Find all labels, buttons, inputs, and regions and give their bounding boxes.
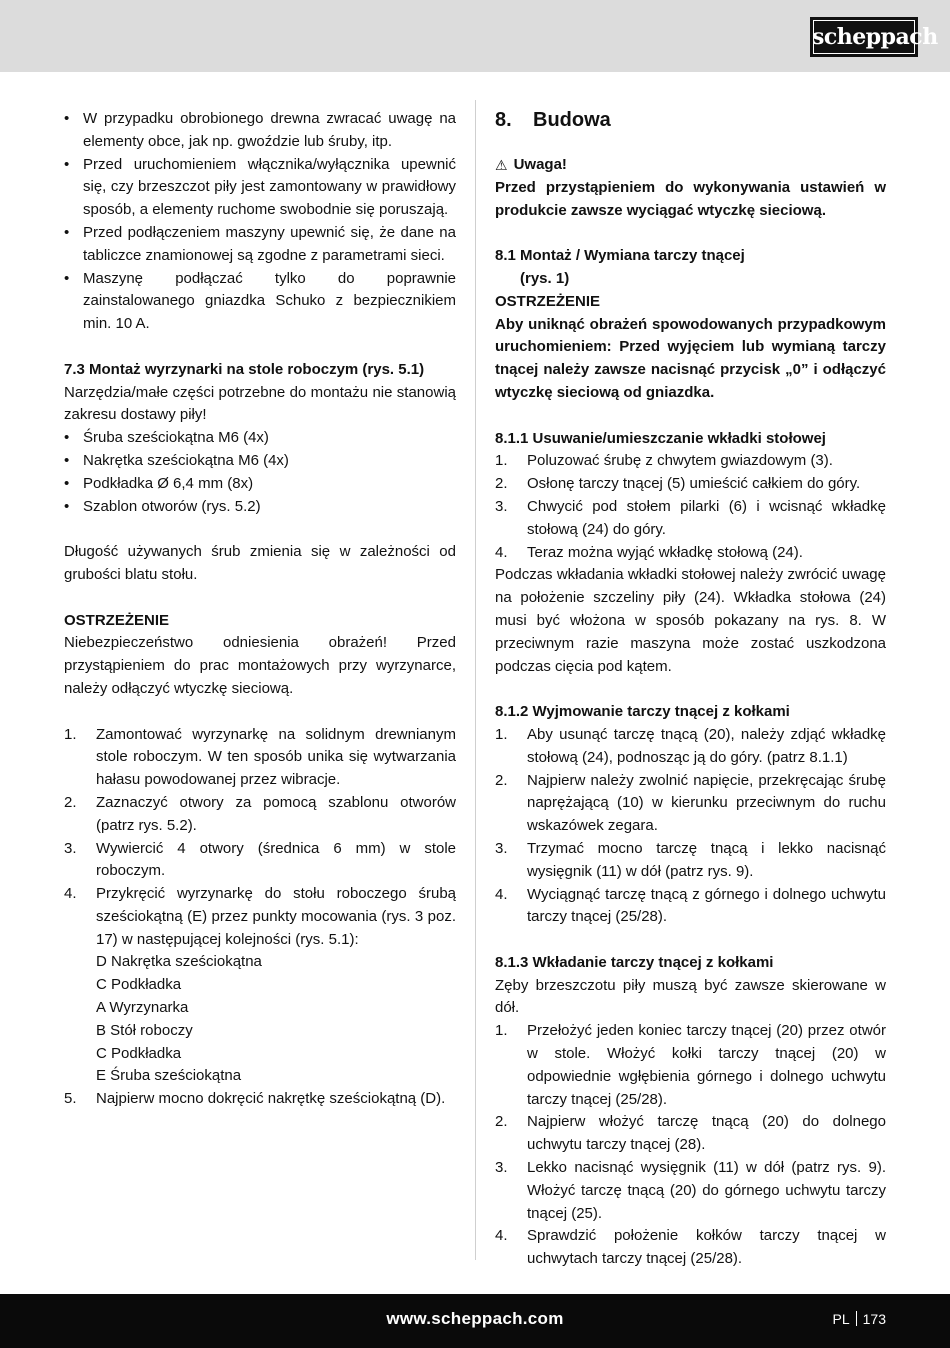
column-divider: [475, 100, 476, 1260]
step-item: 2. Najpierw włożyć tarczę tnącą (20) do dolnego uchwytu tarczy tnącej (28).: [495, 1113, 886, 1154]
step-item: 2. Zaznaczyć otwory za pomocą szablonu otworów (patrz rys. 5.2).: [64, 793, 456, 834]
section-intro: Narzędzia/małe części potrzebne do montażu nie stanowią zakresu dostawy piły!: [64, 383, 456, 424]
step-item: 3. Lekko nacisnąć wysięgnik (11) w dół (patrz rys. 9). Włożyć tarczę tnącą (20) do górnego uchwytu tarczy tnącej (25).: [495, 1159, 886, 1222]
step-item: 3. Wywiercić 4 otwory (średnica 6 mm) w stole roboczym.: [64, 839, 456, 880]
screw-note: Długość używanych śrub zmienia się w zależności od grubości blatu stołu.: [64, 543, 456, 583]
list-item: • Podkładka Ø 6,4 mm (8x): [64, 474, 254, 492]
subsection-title: 8.1.3 Wkładanie tarczy tnącej z kołkami: [495, 953, 774, 971]
warning-title: OSTRZEŻENIE: [64, 611, 170, 629]
step-item: 4. Sprawdzić położenie kołków tarczy tnącej w uchwytach tarczy tnącej (25/28).: [495, 1227, 886, 1268]
order-item: B Stół roboczy: [96, 1021, 193, 1039]
subsection-title: 8.1.2 Wyjmowanie tarczy tnącej z kołkami: [495, 703, 790, 721]
step-item: 5. Najpierw mocno dokręcić nakrętkę sześciokątną (D).: [64, 1090, 446, 1108]
step-item: 2. Osłonę tarczy tnącej (5) umieścić całkiem do góry.: [495, 475, 861, 493]
list-item: • Śruba sześciokątna M6 (4x): [64, 429, 269, 447]
step-item: 1. Zamontować wyrzynarkę na solidnym drewnianym stole roboczym. W ten sposób unika się wytwarzania hałasu powodowanej przez wibracje.: [64, 725, 456, 789]
website-url: www.scheppach.com: [386, 1309, 564, 1328]
step-item: 4. Przykręcić wyrzynarkę do stołu roboczego śrubą sześciokątną (E) przez punkty mocowania (rys. 3 poz. 17) w następującej kolejności (rys. 5.1):: [64, 885, 456, 948]
section-title: 7.3 Montaż wyrzynarki na stole roboczym (rys. 5.1): [64, 360, 425, 378]
step-item: 3. Trzymać mocno tarczę tnącą i lekko nacisnąć wysięgnik (11) w dół (patrz rys. 9).: [495, 839, 886, 880]
order-item: D Nakrętka sześciokątna: [96, 953, 262, 971]
right-column: [495, 108, 886, 1271]
list-item: • W przypadku obrobionego drewna zwracać uwagę na elementy obce, jak np. gwoździe lub śruby, itp.: [64, 110, 456, 150]
list-item: • Maszynę podłączać tylko do poprawnie zainstalowanego gniazdka Schuko z bezpiecznikiem min. 10 A.: [64, 269, 456, 333]
list-item: • Nakrętka sześciokątna M6 (4x): [64, 451, 289, 469]
brand-logo: scheppach: [810, 17, 918, 57]
step-item: 1. Przełożyć jeden koniec tarczy tnącej (20) przez otwór w stole. Włożyć kołki tarczy tnącej (20) w odpowiednie wgłębienia górnego i dolnego uchwytu tarczy tnącej (25/28).: [495, 1022, 886, 1108]
footer-bar: [0, 1294, 950, 1348]
step-item: 2. Najpierw należy zwolnić napięcie, przekręcając śrubę naprężającą (10) w kierunku przeciwnym do ruchu wskazówek zegara.: [495, 771, 886, 835]
chapter-heading: 8. Budowa: [495, 109, 611, 131]
section-title: 8.1 Montaż / Wymiana tarczy tnącej: [495, 247, 745, 265]
page-number-value: 173: [862, 1311, 886, 1327]
warning-triangle-icon: ⚠: [495, 157, 508, 173]
page-number: [833, 1294, 886, 1344]
list-item: • Przed uruchomieniem włącznika/wyłącznika upewnić się, czy brzeszczot piły jest zamontowany w prawidłowy sposób, a elementy ruchome swobodnie się poruszają.: [64, 155, 456, 219]
step-item: 4. Wyciągnąć tarczę tnącą z górnego i dolnego uchwytu tarczy tnącej (25/28).: [495, 885, 886, 926]
subsection-title: 8.1.1 Usuwanie/umieszczanie wkładki stołowej: [495, 429, 826, 447]
subsection-intro: Zęby brzeszczotu piły muszą być zawsze skierowane w dół.: [495, 976, 886, 1017]
order-item: C Podkładka: [96, 1044, 182, 1062]
subsection-note: Podczas wkładania wkładki stołowej należy zwrócić uwagę na położenie szczeliny piły (24). Wkładka stołowa (24) musi być włożona w sposób pokazany na rys. 8. W przeciwnym razie maszyna może zostać uszkodzona podczas cięcia pod kątem.: [495, 566, 886, 675]
order-item: A Wyrzynarka: [96, 999, 189, 1017]
warning-text: Aby uniknąć obrażeń spowodowanych przypadkowym uruchomieniem: Przed wyjęciem lub wymianą tarczy tnącej należy zawsze nacisnąć przycisk „0” i odłączyć wtyczkę sieciową od gniazdka.: [495, 315, 886, 401]
left-column: [64, 108, 456, 1111]
list-item: • Przed podłączeniem maszyny upewnić się, że dane na tabliczce znamionowej są zgodne z parametrami sieci.: [64, 223, 456, 264]
header-band: [0, 0, 950, 72]
warning-title: OSTRZEŻENIE: [495, 292, 601, 310]
section-title-ref: (rys. 1): [520, 269, 570, 287]
attention-line: ⚠ Uwaga!: [495, 154, 886, 177]
attention-text: Przed przystąpieniem do wykonywania ustawień w produkcie zawsze wyciągać wtyczkę sieciową.: [495, 178, 886, 219]
language-code: PL: [832, 1311, 850, 1327]
step-item: 1. Poluzować śrubę z chwytem gwiazdowym (3).: [495, 452, 833, 470]
step-item: 1. Aby usunąć tarczę tnącą (20), należy zdjąć wkładkę stołową (24), podnosząc ją do góry. (patrz 8.1.1): [495, 725, 886, 766]
order-item: C Podkładka: [96, 976, 182, 994]
step-item: 3. Chwycić pod stołem pilarki (6) i wcisnąć wkładkę stołową (24) do góry.: [495, 497, 886, 538]
order-item: E Śruba sześciokątna: [96, 1067, 242, 1085]
list-item: • Szablon otworów (rys. 5.2): [64, 497, 261, 515]
step-item: 4. Teraz można wyjąć wkładkę stołową (24).: [495, 543, 803, 561]
warning-text: Niebezpieczeństwo odniesienia obrażeń! Przed przystąpieniem do prac montażowych przy wyrzynarce, należy odłączyć wtyczkę sieciową.: [64, 634, 456, 697]
